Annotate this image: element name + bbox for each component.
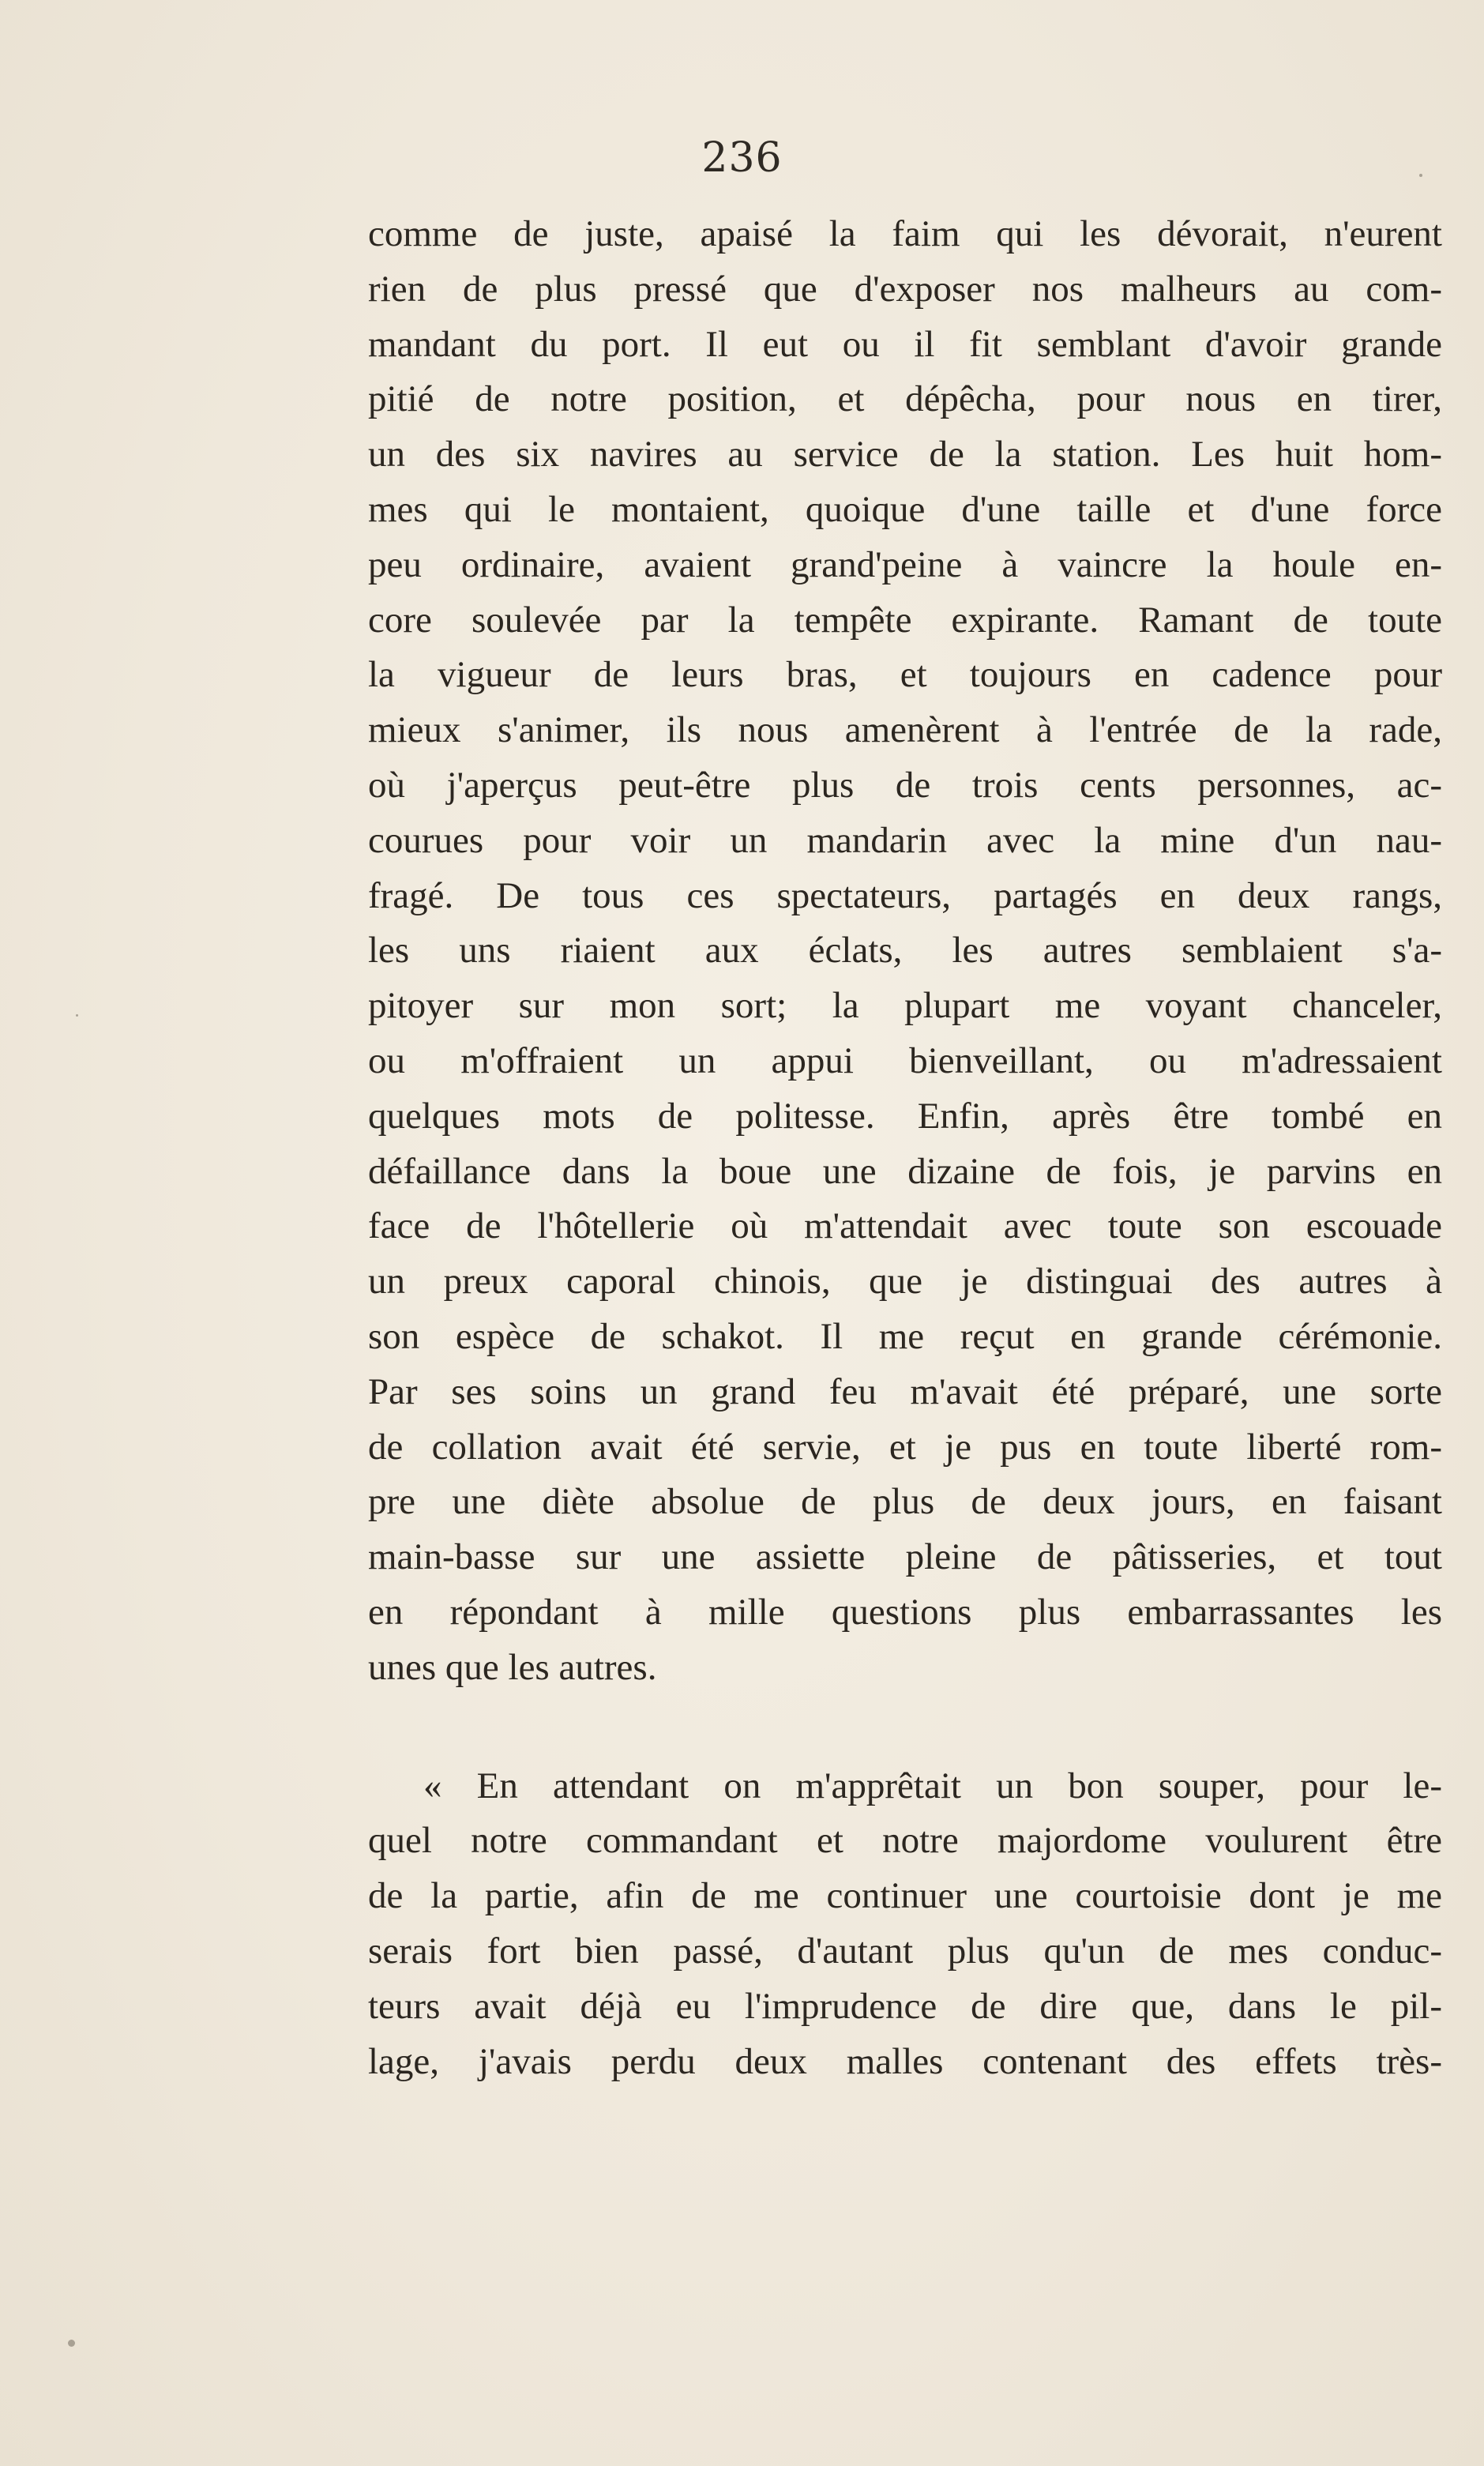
text-line: unes que les autres. <box>368 1646 657 1688</box>
paper-speck <box>1419 174 1422 177</box>
text-line: core soulevée par la tempête expirante. Ramant de toute <box>368 599 1442 641</box>
text-line: mieux s'animer, ils nous amenèrent à l'entrée de la rade, <box>368 709 1442 751</box>
paragraph-1 <box>368 207 1442 1696</box>
text-line: face de l'hôtellerie où m'attendait avec toute son escouade <box>368 1205 1442 1247</box>
text-line: pitoyer sur mon sort; la plupart me voyant chanceler, <box>368 985 1442 1027</box>
text-line: « En attendant on m'apprêtait un bon souper, pour le- <box>423 1765 1442 1806</box>
body-text <box>368 207 1442 2089</box>
page-number: 236 <box>701 134 783 182</box>
paragraph-2 <box>368 1759 1442 2090</box>
text-line: défaillance dans la boue une dizaine de fois, je parvins en <box>368 1150 1442 1192</box>
paper-speck <box>68 2340 75 2347</box>
text-line: les uns riaient aux éclats, les autres semblaient s'a- <box>368 930 1442 972</box>
text-line: pre une diète absolue de plus de deux jours, en faisant <box>368 1481 1442 1523</box>
text-line: quel notre commandant et notre majordome voulurent être <box>368 1820 1442 1862</box>
text-line: mandant du port. Il eut ou il fit semblant d'avoir grande <box>368 323 1442 365</box>
text-line: fragé. De tous ces spectateurs, partagés en deux rangs, <box>368 874 1442 916</box>
text-line: où j'aperçus peut-être plus de trois cents personnes, ac- <box>368 764 1442 806</box>
text-line: Par ses soins un grand feu m'avait été préparé, une sorte <box>368 1370 1442 1412</box>
text-line: ou m'offraient un appui bienveillant, ou m'adressaient <box>368 1039 1442 1081</box>
text-line: son espèce de schakot. Il me reçut en grande cérémonie. <box>368 1315 1442 1357</box>
text-line: main-basse sur une assiette pleine de pâtisseries, et tout <box>368 1536 1442 1578</box>
text-line: comme de juste, apaisé la faim qui les dévorait, n'eurent <box>368 213 1442 254</box>
text-line: rien de plus pressé que d'exposer nos malheurs au com- <box>368 268 1442 310</box>
text-line: de collation avait été servie, et je pus en toute liberté rom- <box>368 1426 1442 1468</box>
text-line: teurs avait déjà eu l'imprudence de dire que, dans le pil- <box>368 1985 1442 2027</box>
text-line: en répondant à mille questions plus embarrassantes les <box>368 1591 1442 1633</box>
text-line: courues pour voir un mandarin avec la mine d'un nau- <box>368 819 1442 861</box>
text-line: peu ordinaire, avaient grand'peine à vaincre la houle en- <box>368 543 1442 585</box>
text-line: quelques mots de politesse. Enfin, après être tombé en <box>368 1095 1442 1137</box>
text-line: de la partie, afin de me continuer une courtoisie dont je me <box>368 1875 1442 1917</box>
text-line: mes qui le montaient, quoique d'une taille et d'une force <box>368 488 1442 530</box>
text-line: pitié de notre position, et dépêcha, pour nous en tirer, <box>368 378 1442 420</box>
paragraph-spacer <box>368 1696 1442 1759</box>
text-line: serais fort bien passé, d'autant plus qu'un de mes conduc- <box>368 1930 1442 1972</box>
text-line: lage, j'avais perdu deux malles contenant des effets très- <box>368 2040 1442 2082</box>
text-line: la vigueur de leurs bras, et toujours en cadence pour <box>368 654 1442 696</box>
text-line: un des six navires au service de la station. Les huit hom- <box>368 434 1442 476</box>
text-line: un preux caporal chinois, que je distinguai des autres à <box>368 1261 1442 1303</box>
paper-speck <box>76 1014 78 1017</box>
